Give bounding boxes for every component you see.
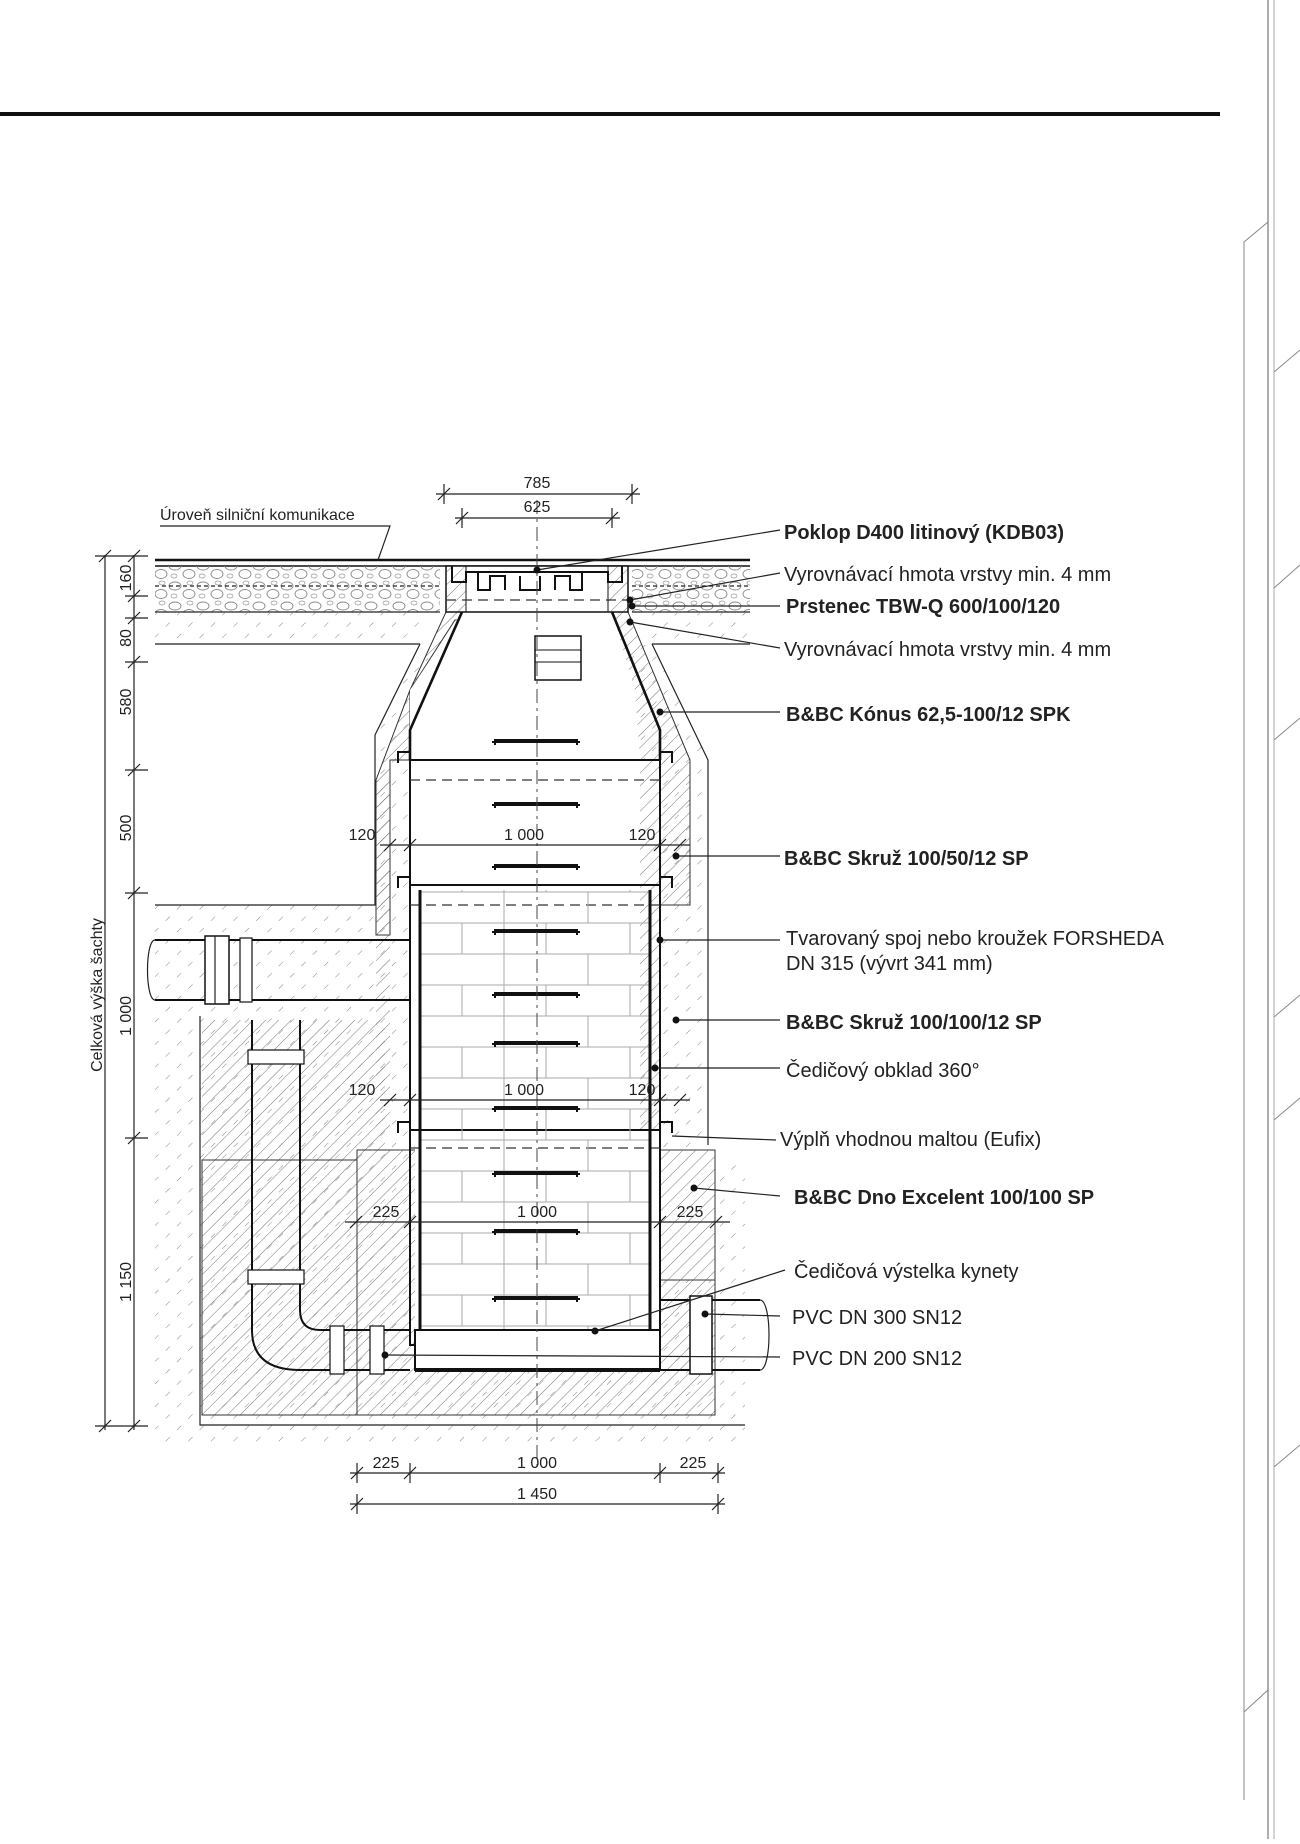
label-ring-50: B&BC Skruž 100/50/12 SP xyxy=(784,848,1029,870)
label-leveling-1: Vyrovnávací hmota vrstvy min. 4 mm xyxy=(784,564,1112,586)
label-ring: Prstenec TBW-Q 600/100/120 xyxy=(786,596,1061,618)
dim-160: 160 xyxy=(118,564,135,592)
dim-inner-1000-b: 1 000 xyxy=(503,1082,545,1099)
dim-625: 625 xyxy=(523,499,551,516)
dim-bottom-225-r: 225 xyxy=(679,1455,707,1472)
dim-base-225-r: 225 xyxy=(676,1204,704,1221)
label-joint-2: DN 315 (vývrt 341 mm) xyxy=(786,953,993,975)
label-leveling-2: Vyrovnávací hmota vrstvy min. 4 mm xyxy=(784,639,1112,661)
label-basalt-channel: Čedičová výstelka kynety xyxy=(794,1261,1019,1283)
label-joint-1: Tvarovaný spoj nebo kroužek FORSHEDA xyxy=(786,928,1164,950)
dim-500: 500 xyxy=(118,814,135,842)
dim-wall-120-c: 120 xyxy=(348,1082,376,1099)
dim-base-225-l: 225 xyxy=(372,1204,400,1221)
dim-1000: 1 000 xyxy=(118,995,135,1037)
page-edge-tabs xyxy=(1244,0,1300,1839)
label-ring-100: B&BC Skruž 100/100/12 SP xyxy=(786,1012,1042,1034)
dim-wall-120-b: 120 xyxy=(628,827,656,844)
dim-785: 785 xyxy=(523,475,551,492)
label-basalt-lining: Čedičový obklad 360° xyxy=(786,1060,980,1082)
road-level-leader xyxy=(160,526,390,560)
dim-580: 580 xyxy=(118,688,135,716)
manhole-body xyxy=(398,612,672,1370)
label-bottom: B&BC Dno Excelent 100/100 SP xyxy=(794,1187,1095,1209)
label-pvc-300: PVC DN 300 SN12 xyxy=(792,1307,963,1329)
label-pvc-200: PVC DN 200 SN12 xyxy=(792,1348,963,1370)
dim-inner-1000-c: 1 000 xyxy=(516,1204,558,1221)
label-cover: Poklop D400 litinový (KDB03) xyxy=(784,522,1065,544)
dim-wall-120-d: 120 xyxy=(628,1082,656,1099)
label-cone: B&BC Kónus 62,5-100/12 SPK xyxy=(786,704,1071,726)
label-mortar-fill: Výplň vhodnou maltou (Eufix) xyxy=(780,1129,1042,1151)
dim-bottom-225-l: 225 xyxy=(372,1455,400,1472)
dim-80: 80 xyxy=(118,629,135,647)
dim-inner-1000-a: 1 000 xyxy=(503,827,545,844)
total-height-label: Celková výška šachty xyxy=(89,918,106,1072)
dim-bottom-1450: 1 450 xyxy=(516,1486,558,1503)
dim-bottom-1000: 1 000 xyxy=(516,1455,558,1472)
road-level-label: Úroveň silniční komunikace xyxy=(160,507,355,524)
dim-wall-120-a: 120 xyxy=(348,827,376,844)
dim-1150: 1 150 xyxy=(118,1261,135,1303)
